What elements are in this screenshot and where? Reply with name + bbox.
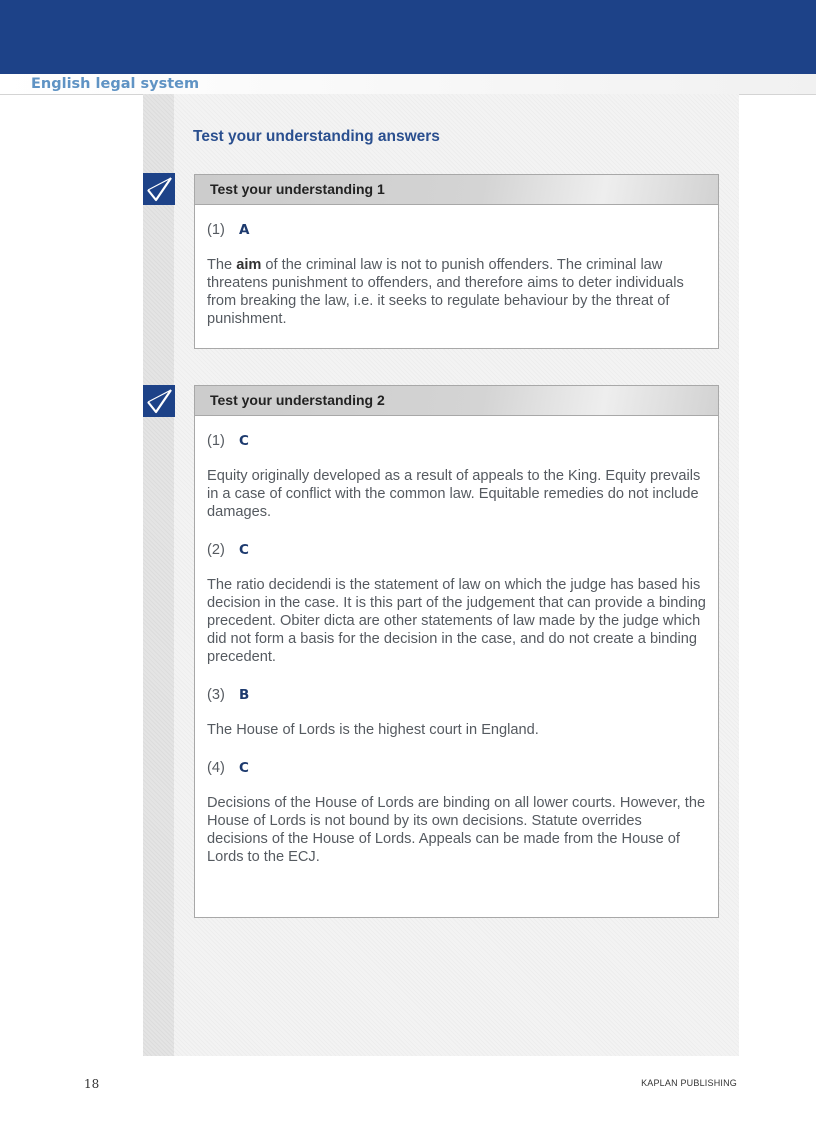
publisher-name: KAPLAN PUBLISHING <box>641 1078 737 1088</box>
answer-explanation: Decisions of the House of Lords are binding on all lower courts. However, the House of Lords is not bound by its own decisions. Statute overrides decisions of the House of Lords. Appeals can be made from the House of Lords to the ECJ. <box>207 795 706 865</box>
top-banner <box>0 0 816 74</box>
answer-letter: C <box>239 760 249 776</box>
tick-icon <box>143 173 175 205</box>
section-title: Test your understanding answers <box>193 128 440 145</box>
answer-explanation <box>207 256 706 328</box>
emphasis-aim: aim <box>236 257 262 273</box>
answer-letter: B <box>239 687 250 703</box>
tyu-box-1 <box>194 174 719 349</box>
question-number: (1) <box>207 222 225 238</box>
question-row <box>207 432 706 450</box>
chapter-bar <box>0 74 816 95</box>
answer-explanation: The ratio decidendi is the statement of law on which the judge has based his decision in the case. It is this part of the judgement that can provide a binding precedent. Obiter dicta are other statements of law made by the judge which did not form a basis for the decision in the case, and do not create a binding precedent. <box>207 577 706 665</box>
answer-letter: A <box>239 222 250 238</box>
question-number: (1) <box>207 433 225 449</box>
question-row <box>207 759 706 777</box>
answer-letter: C <box>239 542 249 558</box>
page-number: 18 <box>84 1077 100 1091</box>
question-number: (3) <box>207 687 225 703</box>
question-number: (2) <box>207 542 225 558</box>
chapter-title: English legal system <box>31 76 200 92</box>
answer-explanation: Equity originally developed as a result of appeals to the King. Equity prevails in a case of conflict with the common law. Equitable remedies do not include damages. <box>207 468 701 520</box>
tyu-box-2-header: Test your understanding 2 <box>195 386 718 416</box>
explanation-text: of the criminal law is not to punish offenders. The criminal law threatens punishment to offenders, and therefore aims to deter individuals from breaking the law, i.e. it seeks to regulate behaviour by the threat of punishment. <box>207 257 684 327</box>
tyu-box-1-header: Test your understanding 1 <box>195 175 718 205</box>
answer-letter: C <box>239 433 249 449</box>
answer-explanation: The House of Lords is the highest court in England. <box>207 722 539 738</box>
page-left-margin <box>143 94 174 1056</box>
question-row <box>207 686 706 704</box>
tick-icon <box>143 385 175 417</box>
question-row <box>207 221 706 239</box>
explanation-text: The <box>207 257 237 273</box>
tyu-box-2 <box>194 385 719 918</box>
question-row <box>207 541 706 559</box>
question-number: (4) <box>207 760 225 776</box>
